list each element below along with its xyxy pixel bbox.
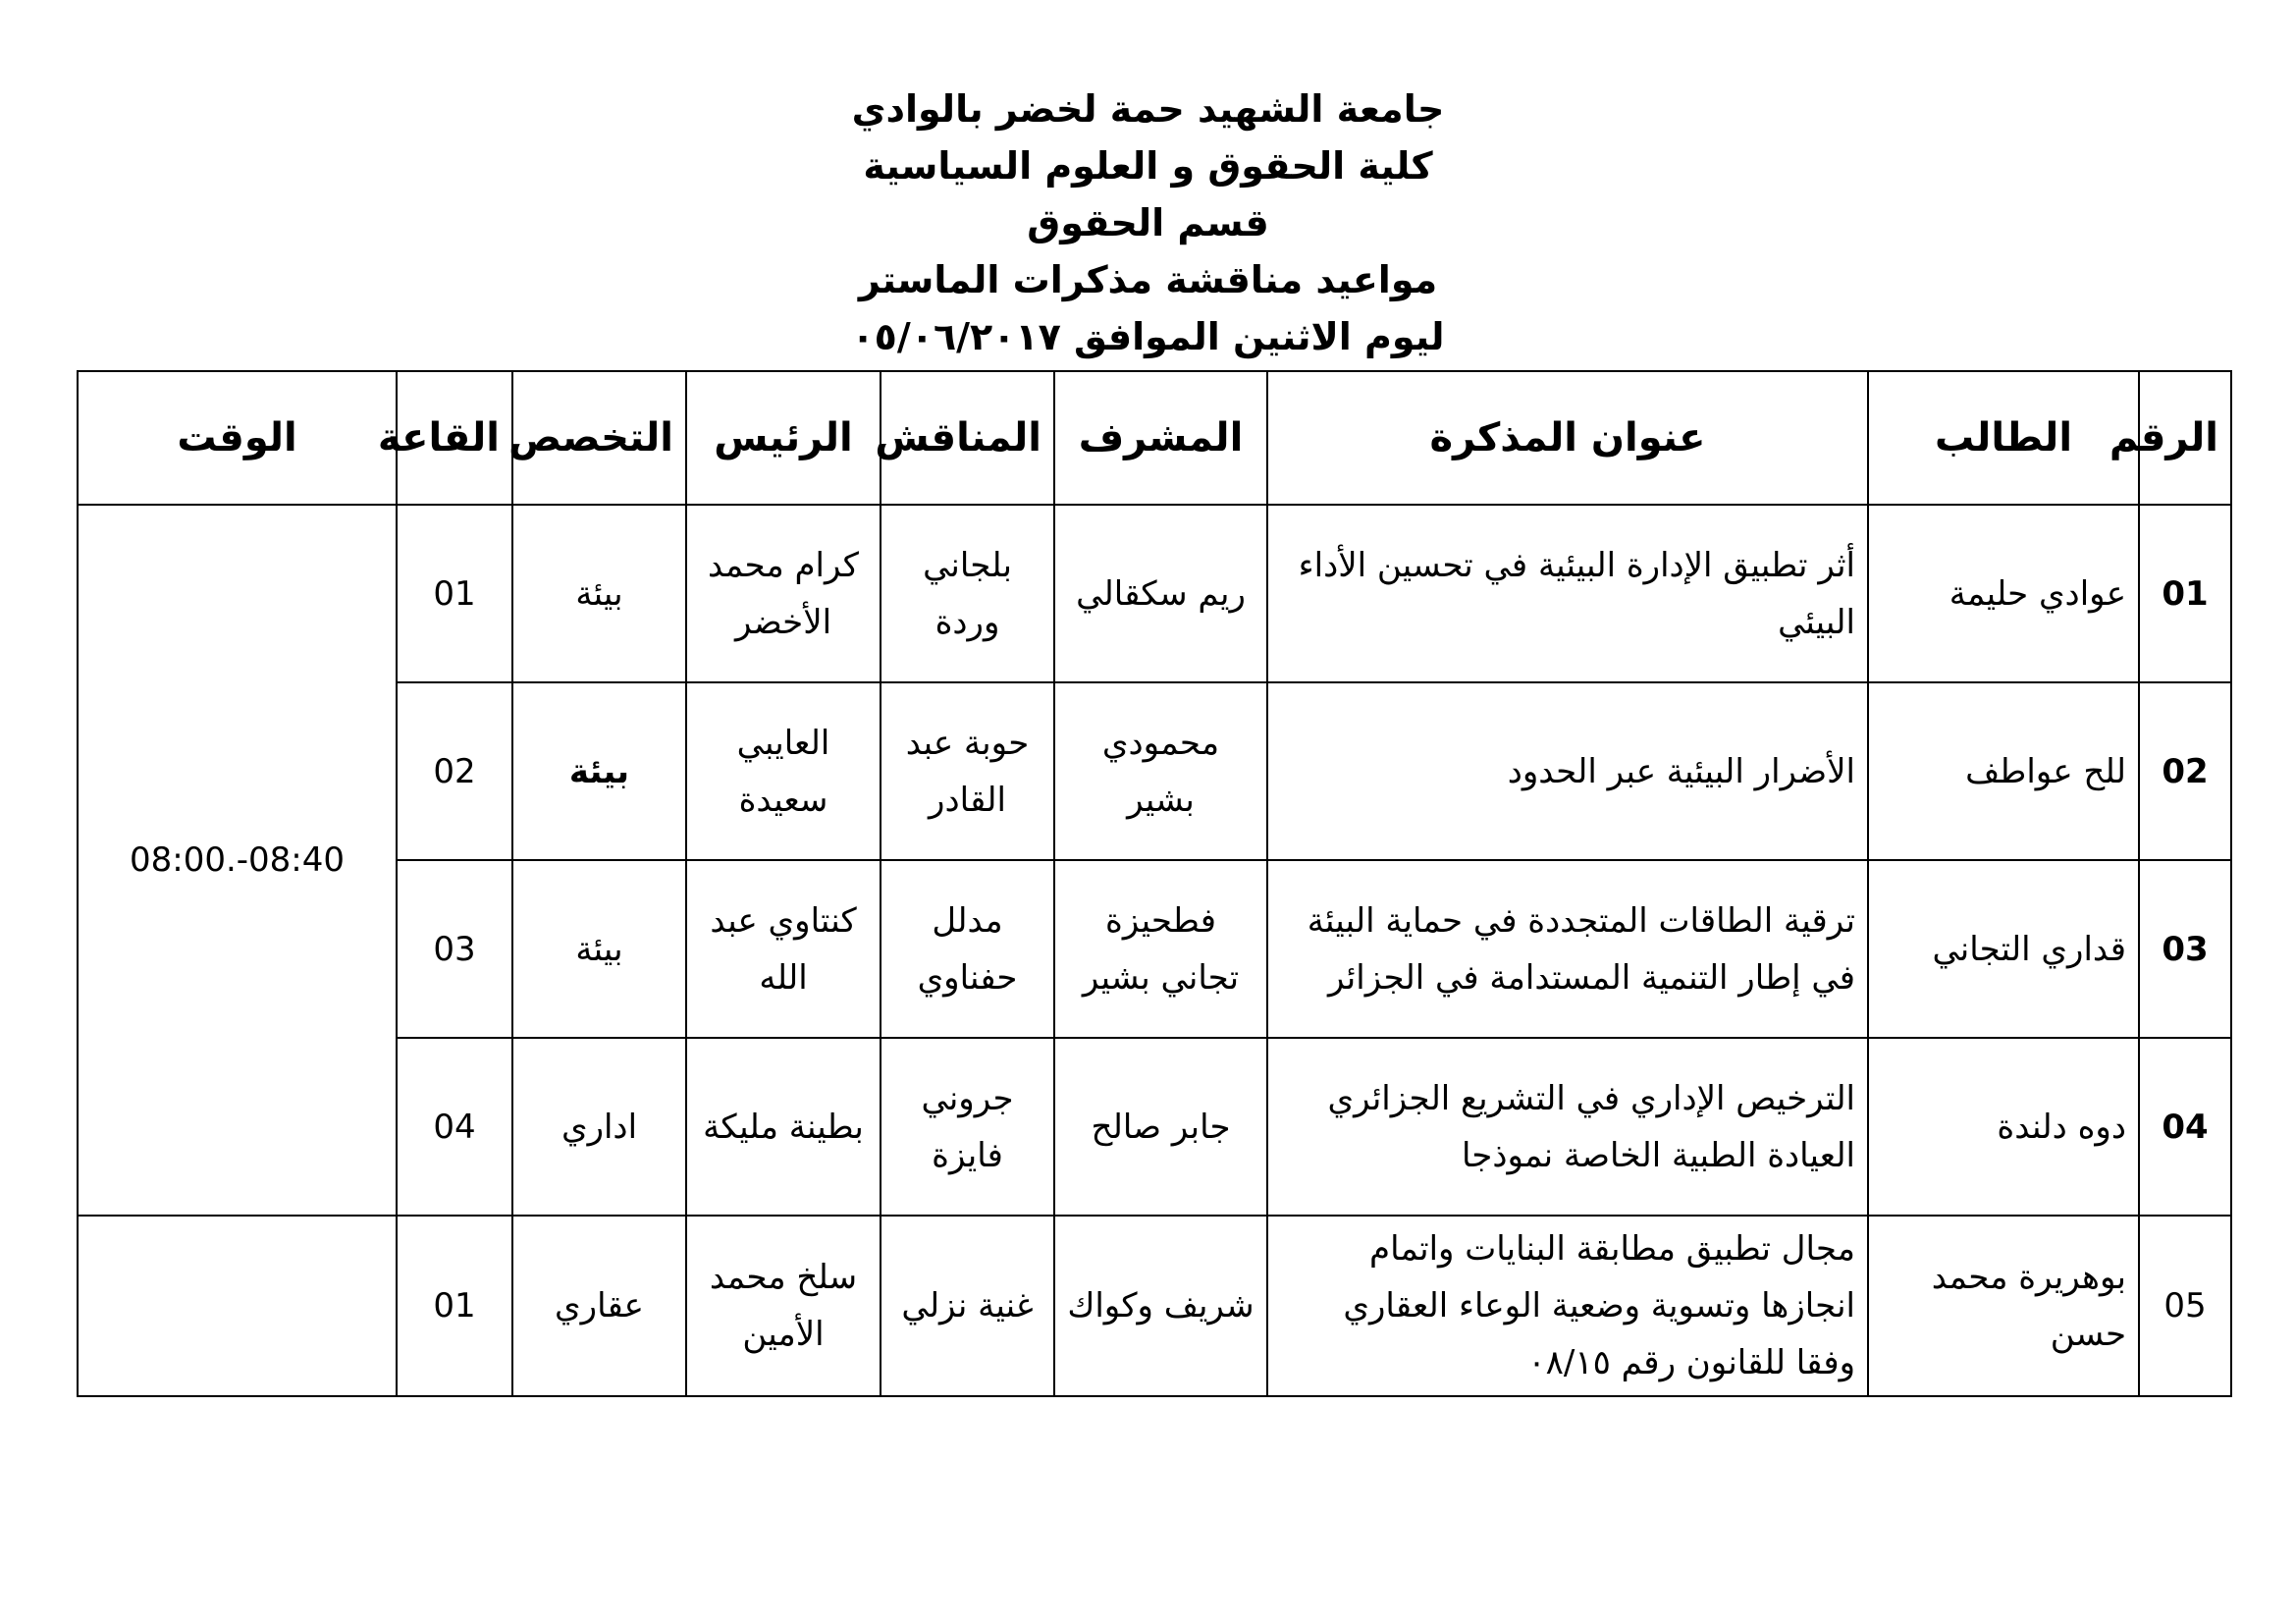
- thesis-title: ترقية الطاقات المتجددة في حماية البيئة في إطار التنمية المستدامة في الجزائر: [1267, 860, 1868, 1038]
- date-line: ليوم الاثنين الموافق ٠٥/٠٦/٢٠١٧: [851, 315, 1445, 358]
- supervisor-name: ريم سكقالي: [1054, 505, 1267, 682]
- table-row: [78, 505, 2231, 682]
- supervisor-name: شريف وكواك: [1054, 1216, 1267, 1396]
- hall-number: 02: [397, 682, 512, 860]
- hall-number: 03: [397, 860, 512, 1038]
- university-name: جامعة الشهيد حمة لخضر بالوادي: [851, 87, 1445, 131]
- specialty: اداري: [512, 1038, 686, 1216]
- header-number: الرقم: [2139, 371, 2231, 505]
- department-name: قسم الحقوق: [1027, 201, 1269, 244]
- chair-name: كرام محمد الأخضر: [686, 505, 881, 682]
- thesis-title: الترخيص الإداري في التشريع الجزائري العيادة الطبية الخاصة نموذجا: [1267, 1038, 1868, 1216]
- specialty: بيئة: [512, 505, 686, 682]
- student-name: للح عواطف: [1868, 682, 2139, 860]
- hall-number: 04: [397, 1038, 512, 1216]
- hall-number: 01: [397, 505, 512, 682]
- supervisor-name: فطحيزة تجاني بشير: [1054, 860, 1267, 1038]
- defense-schedule-table: [77, 370, 2232, 1397]
- student-name: بوهريرة محمد حسن: [1868, 1216, 2139, 1396]
- table-row: [78, 860, 2231, 1038]
- document-header: [0, 81, 2296, 365]
- thesis-title: الأضرار البيئية عبر الحدود: [1267, 682, 1868, 860]
- examiner-name: بلجاني وردة: [881, 505, 1054, 682]
- thesis-title: مجال تطبيق مطابقة البنايات واتمام انجازها وتسوية وضعية الوعاء العقاري وفقا للقانون رقم ٠٨/١٥: [1267, 1216, 1868, 1396]
- examiner-name: حوبة عبد القادر: [881, 682, 1054, 860]
- header-student: الطالب: [1868, 371, 2139, 505]
- header-specialty: التخصص: [512, 371, 686, 505]
- chair-name: العايبي سعيدة: [686, 682, 881, 860]
- thesis-title: أثر تطبيق الإدارة البيئية في تحسين الأداء البيئي: [1267, 505, 1868, 682]
- row-number: 02: [2139, 682, 2231, 860]
- row-number: 03: [2139, 860, 2231, 1038]
- student-name: دوه دلندة: [1868, 1038, 2139, 1216]
- header-hall: القاعة: [397, 371, 512, 505]
- row-number: 05: [2139, 1216, 2231, 1396]
- document-title: مواعيد مناقشة مذكرات الماستر: [858, 258, 1438, 301]
- header-supervisor: المشرف: [1054, 371, 1267, 505]
- table-header-row: [78, 371, 2231, 505]
- header-time: الوقت: [78, 371, 397, 505]
- student-name: قداري التجاني: [1868, 860, 2139, 1038]
- examiner-name: مدلل حفناوي: [881, 860, 1054, 1038]
- table-row: [78, 1216, 2231, 1396]
- examiner-name: غنية نزلي: [881, 1216, 1054, 1396]
- supervisor-name: جابر صالح: [1054, 1038, 1267, 1216]
- chair-name: بطينة مليكة: [686, 1038, 881, 1216]
- hall-number: 01: [397, 1216, 512, 1396]
- time-slot: 08:40-.08:00: [78, 505, 397, 1216]
- header-chair: الرئيس: [686, 371, 881, 505]
- faculty-name: كلية الحقوق و العلوم السياسية: [863, 144, 1433, 188]
- row-number: 04: [2139, 1038, 2231, 1216]
- supervisor-name: محمودي بشير: [1054, 682, 1267, 860]
- examiner-name: جروني فايزة: [881, 1038, 1054, 1216]
- student-name: عوادي حليمة: [1868, 505, 2139, 682]
- specialty: عقاري: [512, 1216, 686, 1396]
- chair-name: كنتاوي عبد الله: [686, 860, 881, 1038]
- header-thesis-title: عنوان المذكرة: [1267, 371, 1868, 505]
- specialty: بيئة: [512, 860, 686, 1038]
- time-slot-empty: [78, 1216, 397, 1396]
- row-number: 01: [2139, 505, 2231, 682]
- chair-name: سلخ محمد الأمين: [686, 1216, 881, 1396]
- table-row: [78, 1038, 2231, 1216]
- header-examiner: المناقش: [881, 371, 1054, 505]
- table-row: [78, 682, 2231, 860]
- specialty: بيئة: [512, 682, 686, 860]
